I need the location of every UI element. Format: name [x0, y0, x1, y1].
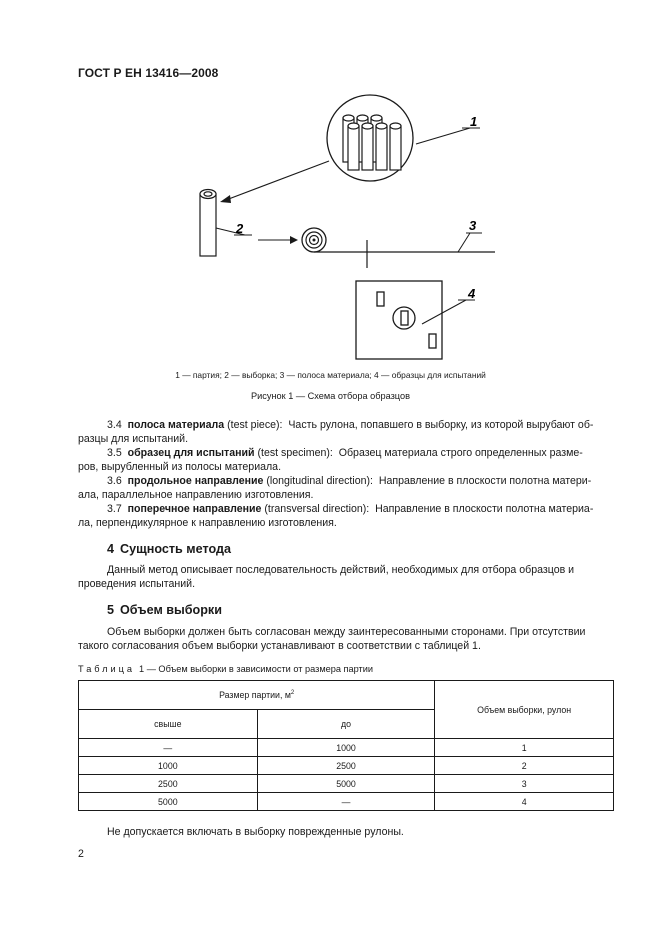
definition-3-7: 3.7 поперечное направление (transversal direction): Направление в плоскости полотна материа- ла, перпендикулярное к направлению изготовления.: [78, 503, 594, 530]
table-row: 5000 — 4: [79, 793, 614, 811]
sample-roll: [200, 190, 216, 257]
document-header: ГОСТ Р ЕН 13416—2008: [78, 66, 219, 80]
footer-note: Не допускается включать в выборку поврежденные рулоны.: [107, 826, 404, 838]
section-5-text: Объем выборки должен быть согласован между заинтересованными сторонами. При отсутствии такого согласования объем выборки устанавливают в соответствии с таблицей 1.: [78, 626, 586, 653]
section-5-heading: 5 Объем выборки: [107, 603, 222, 617]
definition-3-4: 3.4 полоса материала (test piece): Часть рулона, попавшего в выборку, из которой вырубают об- разцы для испытаний.: [78, 419, 594, 446]
section-4-text: Данный метод описывает последовательность действий, необходимых для отбора образцов и проведения испытаний.: [78, 564, 575, 591]
section-4-heading: 4 Сущность метода: [107, 542, 231, 556]
term: продольное направление: [127, 475, 264, 487]
term: полоса материала: [127, 419, 225, 431]
sampling-scheme-figure: [170, 88, 520, 368]
callout-3: 3: [469, 218, 477, 233]
definition-3-6: 3.6 продольное направление (longitudinal direction): Направление в плоскости полотна матери- ала, параллельное направлению изготовления.: [78, 475, 592, 502]
table-row: 1000 2500 2: [79, 757, 614, 775]
table-title: Таблица 1 — Объем выборки в зависимости от размера партии: [78, 664, 373, 674]
term: поперечное направление: [127, 503, 262, 515]
lot-illustration: [327, 95, 413, 181]
term: образец для испытаний: [127, 447, 255, 459]
figure-legend: 1 — партия; 2 — выборка; 3 — полоса материала; 4 — образцы для испытаний: [175, 370, 486, 380]
header-above: свыше: [79, 710, 258, 739]
table-row: 2500 5000 3: [79, 775, 614, 793]
page-number: 2: [78, 848, 84, 860]
callout-4: 4: [468, 286, 476, 301]
header-sample-size: Объем выборки, рулон: [435, 681, 614, 739]
callout-1: 1: [470, 114, 478, 129]
figure-caption: Рисунок 1 — Схема отбора образцов: [251, 391, 410, 401]
sample-size-table: [78, 680, 614, 811]
callout-2: 2: [236, 221, 244, 236]
header-upto: до: [257, 710, 435, 739]
header-lot-size: Размер партии, $м^2$: [79, 681, 435, 710]
definition-3-5: 3.5 образец для испытаний (test specimen): Образец материала строго определенных разме- ров, вырубленный из полосы материала.: [78, 447, 583, 474]
table-row: — 1000 1: [79, 739, 614, 757]
